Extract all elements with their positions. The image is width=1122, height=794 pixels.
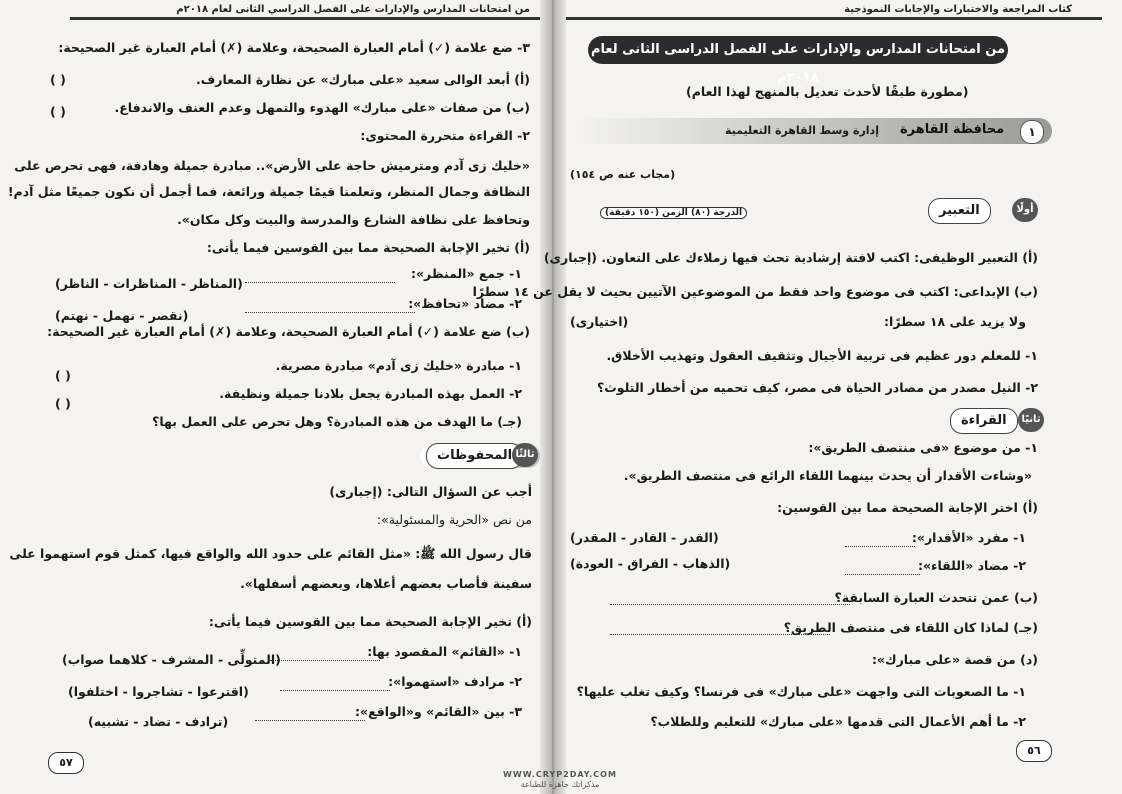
exam-banner: من امتحانات المدارس والإدارات على الفصل الدراسى الثانى لعام ٢٠١٨م	[588, 36, 1008, 64]
tick-title: (ب) ضع علامة (✓) أمام العبارة الصحيحة، وعلامة (✗) أمام العبارة غير الصحيحة:	[47, 324, 530, 339]
tick-1: ١- مبادرة «خليك زى آدم» مبادرة مصرية.	[275, 358, 522, 373]
optional-note: (اختيارى)	[570, 314, 629, 329]
mahfouzat-label: المحفوظات	[426, 443, 523, 469]
choice-1-blank[interactable]	[245, 282, 395, 283]
functional-expression: (أ) التعبير الوظيفى: اكتب لافتة إرشادية تحث فيها زملاءك على التعاون. (إجبارى)	[543, 250, 1038, 265]
q3-title: ٣- ضع علامة (✓) أمام العبارة الصحيحة، وعلامة (✗) أمام العبارة غير الصحيحة:	[58, 40, 530, 55]
tick-2-answer[interactable]: ( )	[55, 396, 71, 411]
reading-quote: «وشاءت الأقدار أن يحدث بينهما اللقاء الرائع فى منتصف الطريق».	[623, 468, 1032, 483]
passage-line-2: النظافة وجمال المنظر، وتعلمنا قيمًا جميلة ورائعة، فما أجمل أن نكون جميعًا مثل آدم!	[7, 184, 530, 199]
story-title: (د) من قصة «على مبارك»:	[872, 652, 1038, 667]
topic-2: ٢- النيل مصدر من مصادر الحياة فى مصر، كيف تحميه من أخطار التلوث؟	[597, 380, 1038, 395]
choose-title: (أ) تخير الإجابة الصحيحة مما بين القوسين فيما يأتى:	[206, 240, 530, 255]
creative-line-2: ولا يزيد على ١٨ سطرًا:	[884, 314, 1026, 329]
reading-badge: ثانيًا	[1018, 408, 1044, 432]
hadith-choice-3-blank[interactable]	[255, 720, 365, 721]
passage-line-1: «خليك زى آدم ومترميش حاجة على الأرض».. مبادرة جميلة وهادفة، فهى تحرص على	[14, 158, 530, 173]
footer-site[interactable]: WWW.CRYP2DAY.COM	[503, 770, 617, 779]
hadith-choice-2-options: (اقترعوا - تشاجروا - اختلفوا)	[68, 684, 249, 699]
story-question-1: ١- ما الصعوبات التى واجهت «على مبارك» فى فرنسا؟ وكيف تغلب عليها؟	[576, 684, 1026, 699]
text-source: من نص «الحرية والمسئولية»:	[376, 512, 532, 527]
left-page	[0, 0, 552, 794]
question-jeem: (جـ) ما الهدف من هذه المبادرة؟ وهل تحرص على العمل بها؟	[152, 414, 522, 429]
hadith-choice-2-blank[interactable]	[280, 690, 390, 691]
left-page-number: ٥٧	[48, 752, 84, 774]
reading-label: القراءة	[950, 408, 1018, 434]
hadith-line-2: سفينة فأصاب بعضهم أعلاها، وبعضهم أسفلها».	[240, 576, 532, 591]
choice-1-options: (المناظر - المناظرات - الناظر)	[55, 276, 243, 291]
question-b-blank[interactable]	[610, 604, 850, 605]
q3-a: (أ) أبعد الوالى سعيد «على مبارك» عن نظارة المعارف.	[195, 72, 530, 87]
right-page-number: ٥٦	[1016, 740, 1052, 762]
hadith-choice-3-label: ٣- بين «القائم» و«الواقع»:	[355, 704, 522, 719]
reading-topic: ١- من موضوع «فى منتصف الطريق»:	[808, 440, 1038, 455]
topic-1: ١- للمعلم دور عظيم فى تربية الأجيال وتثقيف العقول وتهذيب الأخلاق.	[606, 348, 1038, 363]
question-jeem-right: (جـ) لماذا كان اللقاء فى منتصف الطريق؟	[783, 620, 1038, 635]
tabeer-label: التعبير	[928, 198, 991, 224]
creative-line-1: (ب) الإبداعى: اكتب فى موضوع واحد فقط من الموضوعين الآتيين بحيث لا يقل عن ١٤ سطرًا	[472, 284, 1038, 299]
answer-reference: (مجاب عنه ص ١٥٤)	[570, 168, 676, 181]
q3-b-answer[interactable]: ( )	[50, 104, 66, 119]
hadith-choice-3-options: (ترادف - تضاد - تشبيه)	[88, 714, 229, 729]
q3-a-answer[interactable]: ( )	[50, 72, 66, 87]
question-jeem-blank[interactable]	[610, 634, 830, 635]
choice-2-blank[interactable]	[245, 312, 415, 313]
mahfouzat-badge: ثالثًا	[512, 443, 538, 467]
left-running-header: من امتحانات المدارس والإدارات على الفصل الدراسي الثانى لعام ٢٠١٨م	[70, 0, 540, 20]
tick-1-answer[interactable]: ( )	[55, 368, 71, 383]
reading-choice-1-label: ١- مفرد «الأقدار»:	[911, 530, 1026, 545]
tabeer-badge: أولًا	[1012, 198, 1038, 222]
story-question-2: ٢- ما أهم الأعمال التى قدمها «على مبارك» للتعليم وللطلاب؟	[650, 714, 1026, 729]
reading-choice-2-label: ٢- مضاد «اللقاء»:	[917, 558, 1026, 573]
reading-choice-1-options: (القدر - القادر - المقدر)	[570, 530, 719, 545]
hadith-line-1: قال رسول الله ﷺ: «مثل القائم على حدود الله والواقع فيها، كمثل قوم استهموا على	[9, 546, 532, 561]
administration-name: إدارة وسط القاهرة التعليمية	[725, 124, 879, 137]
passage-line-3: وتحافظ على نظافة الشارع والمدرسة والبيت وكل مكان».	[177, 212, 530, 227]
exam-number: ١	[1020, 120, 1044, 144]
reading-choice-2-blank[interactable]	[845, 574, 920, 575]
question-b: (ب) عمن تتحدث العبارة السابقة؟	[834, 590, 1038, 605]
hadith-choice-1-label: ١- «القائم» المقصود بها:	[367, 644, 522, 659]
q3-b: (ب) من صفات «على مبارك» الهدوء والتمهل وعدم العنف والاندفاع.	[114, 100, 530, 115]
hadith-choose-title: (أ) تخير الإجابة الصحيحة مما بين القوسين فيما يأتى:	[208, 614, 532, 629]
reading-choose-title: (أ) اختر الإجابة الصحيحة مما بين القوسين:	[777, 500, 1038, 515]
hadith-choice-1-blank[interactable]	[270, 660, 380, 661]
right-running-header: كتاب المراجعة والاختبارات والإجابات النموذجية	[562, 0, 1102, 20]
choice-2-label: ٢- مضاد «تحافظ»:	[408, 296, 522, 311]
choice-2-options: (نقصر - نهمل - نهتم)	[55, 308, 189, 323]
answer-instruction: أجب عن السؤال التالى: (إجبارى)	[329, 484, 532, 499]
footer-tagline: مذكراتك جاهزة للطباعة	[520, 780, 600, 789]
choice-1-label: ١- جمع «المنظر»:	[410, 266, 522, 281]
footer	[500, 770, 620, 790]
reading-choice-1-blank[interactable]	[845, 546, 915, 547]
governorate-name: محافظة القاهرة	[900, 122, 1005, 137]
hadith-choice-1-options: (المتولِّى - المشرف - كلاهما صواب)	[62, 652, 281, 667]
exam-subtitle: (مطورة طبقًا لأحدث تعديل بالمنهج لهذا العام)	[686, 84, 969, 99]
score-time: الدرجة (٨٠) الزمن (١٥٠ دقيقة)	[600, 207, 747, 219]
book-spine	[540, 0, 566, 794]
reading-title: ٢- القراءة متحررة المحتوى:	[360, 128, 530, 143]
hadith-choice-2-label: ٢- مرادف «استهموا»:	[388, 674, 522, 689]
reading-choice-2-options: (الذهاب - الفراق - العودة)	[570, 556, 731, 571]
tick-2: ٢- العمل بهذه المبادرة يجعل بلادنا جميلة ونظيفة.	[219, 386, 522, 401]
